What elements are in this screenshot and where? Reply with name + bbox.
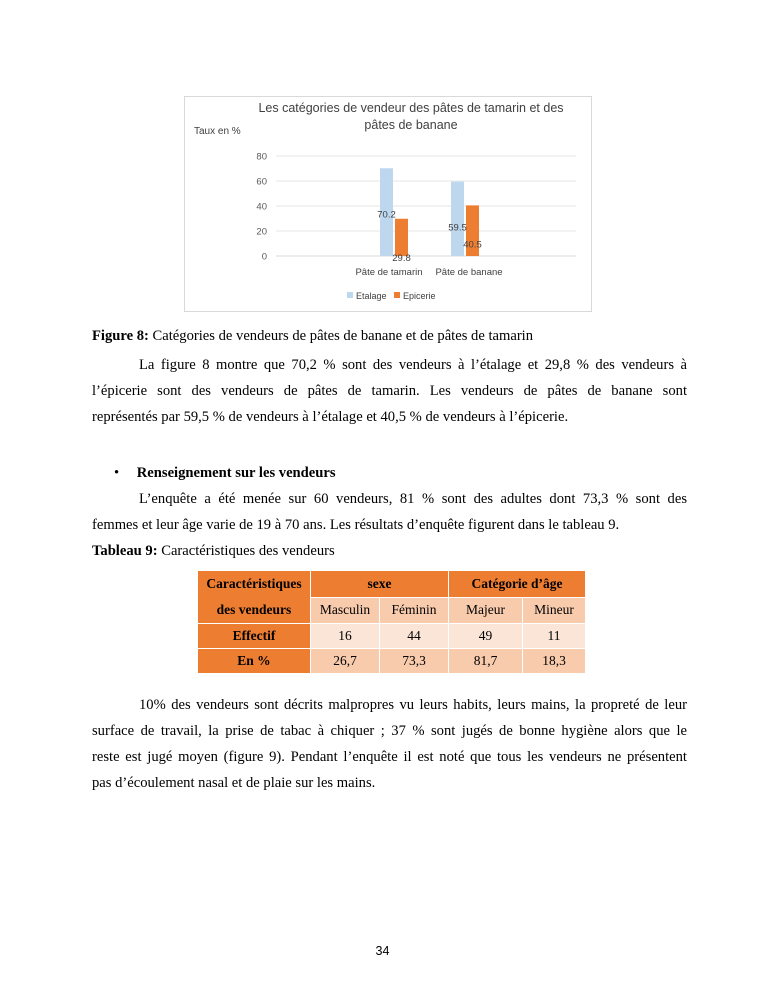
legend-swatch	[347, 292, 353, 298]
table-cell: 16	[311, 624, 380, 649]
bullet-icon: •	[114, 465, 120, 481]
figure-8-label: Figure 8:	[92, 328, 149, 344]
figure-8-caption-text: Catégories de vendeurs de pâtes de banane et de pâtes de tamarin	[148, 328, 534, 344]
x-category-label: Pâte de banane	[435, 267, 503, 278]
col-header: Mineur	[523, 597, 586, 624]
paragraph-1-line-3: représentés par 59,5 % de vendeurs à l’étalage et 40,5 % de vendeurs à l’épicerie.	[92, 409, 569, 425]
data-label: 70.2	[377, 209, 396, 221]
bullet-heading	[114, 460, 336, 486]
row-header: En %	[198, 649, 311, 674]
col-header: Féminin	[380, 597, 449, 624]
chart-title-line1: Les catégories de vendeur des pâtes de tamarin et des	[258, 101, 564, 115]
paragraph-3-line-2: surface de travail, la prise de tabac à chiquer ; 37 % sont jugés de bonne hygiène alors que le	[92, 723, 687, 739]
y-tick-label: 20	[256, 226, 267, 238]
chart-title-line2: pâtes de banane	[364, 118, 458, 132]
table-cell: 26,7	[311, 649, 380, 674]
table-cell: 18,3	[523, 649, 586, 674]
paragraph-2-line-1: L’enquête a été menée sur 60 vendeurs, 81 % sont des adultes dont 73,3 % sont des	[139, 491, 687, 507]
y-tick-label: 80	[256, 151, 267, 163]
table-cell: 49	[449, 624, 523, 649]
table-9-label: Tableau 9:	[92, 543, 158, 559]
data-label: 59.5	[448, 222, 467, 234]
corner-line-2: des vendeurs	[216, 602, 292, 617]
legend-entry: Etalage	[356, 291, 387, 301]
col-header: Majeur	[449, 597, 523, 624]
table-cell: 11	[523, 624, 586, 649]
bar-chart-svg	[185, 97, 593, 313]
figure-8-caption	[92, 323, 687, 349]
legend-swatch	[394, 292, 400, 298]
row-header: Effectif	[198, 624, 311, 649]
table-cell: 81,7	[449, 649, 523, 674]
table-cell: 73,3	[380, 649, 449, 674]
paragraph-1-line-2: l’épicerie sont des vendeurs de pâtes de tamarin. Les vendeurs de pâtes de banane sont	[92, 383, 687, 399]
y-tick-label: 0	[261, 251, 267, 263]
table-9-caption-text: Caractéristiques des vendeurs	[157, 543, 335, 559]
table-row	[198, 624, 586, 649]
figure-8-chart	[184, 96, 592, 312]
page-number: 34	[375, 944, 390, 958]
bar	[395, 219, 408, 256]
table-9-caption	[92, 538, 687, 564]
bar	[451, 182, 464, 256]
table-cell: 44	[380, 624, 449, 649]
table-corner-header	[198, 571, 311, 624]
chart-y-axis-label: Taux en %	[194, 126, 241, 137]
col-header: Masculin	[311, 597, 380, 624]
x-category-label: Pâte de tamarin	[355, 267, 423, 278]
paragraph-3-line-4: pas d’écoulement nasal et de plaie sur les mains.	[92, 775, 376, 791]
y-tick-label: 60	[256, 176, 267, 188]
section-heading: Renseignement sur les vendeurs	[136, 465, 336, 481]
data-label: 29.8	[392, 252, 411, 264]
corner-line-1: Caractéristiques	[206, 576, 302, 591]
paragraph-3-line-3: reste est jugé moyen (figure 9). Pendant l’enquête il est noté que tous les vendeurs ne présentent	[92, 749, 687, 765]
paragraph-3-line-1: 10% des vendeurs sont décrits malpropres vu leurs habits, leurs mains, la propreté de leur	[139, 697, 687, 713]
y-tick-label: 40	[256, 201, 267, 213]
group-header-sexe: sexe	[311, 571, 449, 598]
data-label: 40.5	[463, 239, 482, 251]
legend-entry: Epicerie	[403, 291, 436, 301]
table-9	[197, 570, 586, 674]
group-header-age: Catégorie d’âge	[449, 571, 586, 598]
paragraph-1-line-1: La figure 8 montre que 70,2 % sont des vendeurs à l’étalage et 29,8 % des vendeurs à	[139, 357, 687, 373]
paragraph-2-line-2: femmes et leur âge varie de 19 à 70 ans. Les résultats d’enquête figurent dans le tableau 9.	[92, 517, 620, 533]
table-row	[198, 649, 586, 674]
